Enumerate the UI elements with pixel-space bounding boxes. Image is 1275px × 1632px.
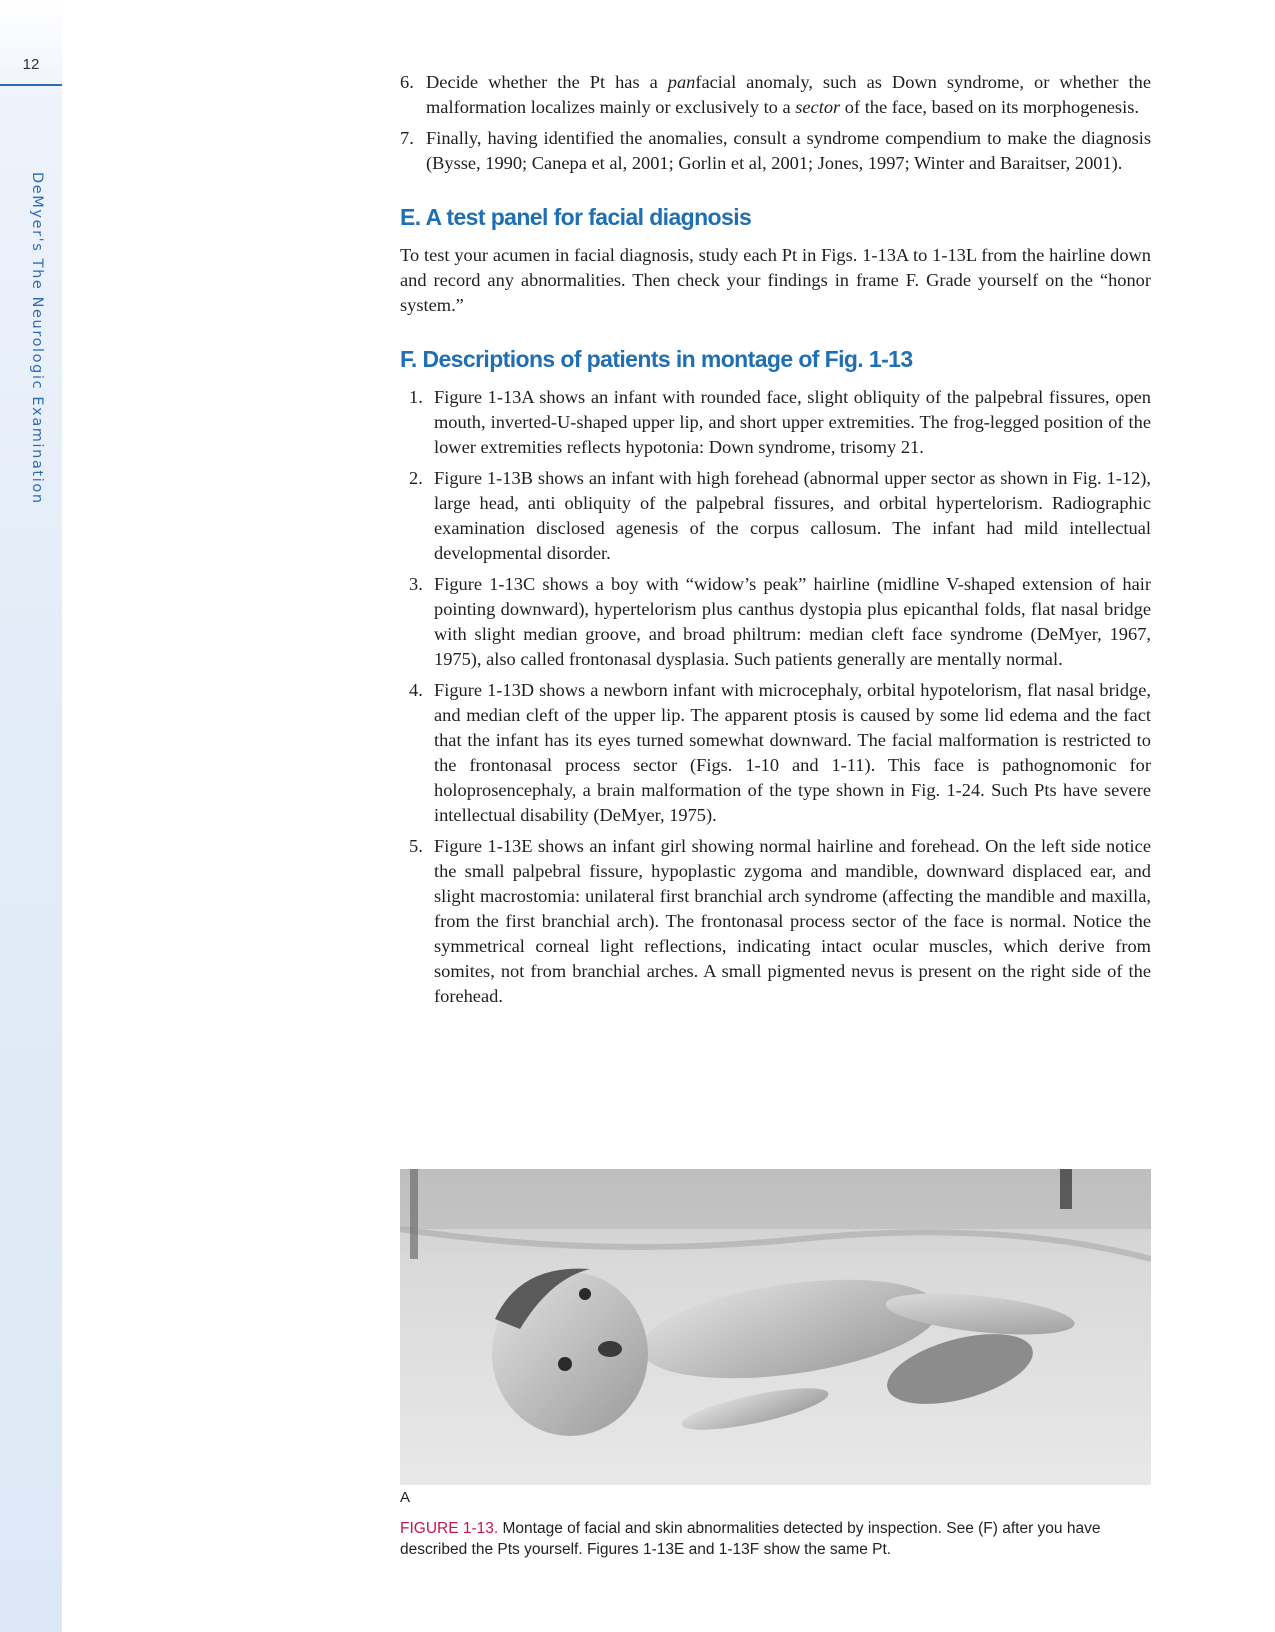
text-run: facial anomaly, such as Down syndrome, or whether the malformation localizes mainly or exclusively to a: [426, 72, 1152, 117]
list-item: [400, 126, 1151, 176]
figure-1-13: [400, 1169, 1151, 1560]
page-number: 12: [22, 56, 40, 73]
text-run: Decide whether the Pt has a: [426, 72, 668, 92]
main-content: [400, 70, 1151, 1015]
list-item-text: Figure 1-13B shows an infant with high forehead (abnormal upper sector as shown in Fig. 1-12), large head, anti obliquity of the palpebral fissures, and orbital hypertelorism. Radiographic examination disclosed agenesis of the corpus callosum. The infant had mild intellectual developmental disorder.: [434, 468, 1151, 563]
intro-list: [400, 70, 1151, 176]
section-e-body: To test your acumen in facial diagnosis, study each Pt in Figs. 1-13A to 1-13L from the hairline down and record any abnormalities. Then check your findings in frame F. Grade yourself on the “honor system.”: [400, 245, 1151, 315]
caption-label: FIGURE 1-13.: [400, 1520, 499, 1537]
emphasis-text: pan: [667, 72, 696, 92]
infant-photograph: [400, 1169, 1151, 1485]
running-title: DeMyer's The Neurologic Examination: [29, 172, 45, 505]
text-run: of the face, based on its morphogenesis.: [840, 97, 1139, 117]
list-item: [409, 466, 1151, 566]
list-item: [409, 572, 1151, 672]
list-item: [409, 385, 1151, 460]
list-item-number: 2.: [409, 468, 423, 488]
section-heading-e: E. A test panel for facial diagnosis: [400, 204, 752, 230]
list-item-number: 1.: [409, 387, 423, 407]
list-item: [400, 70, 1151, 120]
list-item-number: 5.: [409, 836, 423, 856]
list-item-text: Figure 1-13A shows an infant with rounded face, slight obliquity of the palpebral fissures, open mouth, inverted-U-shaped upper lip, and short upper extremities. The frog-legged position of the lower extremities reflects hypotonia: Down syndrome, trisomy 21.: [434, 387, 1151, 457]
page-number-rule: [0, 84, 62, 86]
panel-label: A: [400, 1489, 411, 1506]
list-item-number: 4.: [409, 680, 423, 700]
list-item: [409, 834, 1151, 1009]
emphasis-text: sector: [795, 97, 841, 117]
list-item-number: 3.: [409, 574, 423, 594]
list-item-text: Figure 1-13E shows an infant girl showing normal hairline and forehead. On the left side notice the small palpebral fissure, hypoplastic zygoma and mandible, downward displaced ear, and slight macrostomia: unilateral first branchial arch syndrome (affecting the mandible and maxilla, from the first branchial arch). The frontonasal process sector of the face is normal. Notice the symmetrical corneal light reflections, indicating intact ocular muscles, which derive from somites, not from branchial arches. A small pigmented nevus is present on the right side of the forehead.: [434, 836, 1151, 1006]
list-item-text: Figure 1-13D shows a newborn infant with microcephaly, orbital hypotelorism, flat nasal bridge, and median cleft of the upper lip. The apparent ptosis is caused by some lid edema and the fact that the infant has its eyes turned somewhat downward. The facial malformation is restricted to the frontonasal process sector (Figs. 1-10 and 1-11). This face is pathognomonic for holoprosencephaly, a brain malformation of the type shown in Fig. 1-24. Such Pts have severe intellectual disability (DeMyer, 1975).: [434, 680, 1151, 825]
list-item-number: 6.: [400, 72, 414, 92]
section-heading-f: F. Descriptions of patients in montage of Fig. 1-13: [400, 346, 913, 372]
list-item-text: Figure 1-13C shows a boy with “widow’s peak” hairline (midline V-shaped extension of hair pointing downward), hypertelorism plus canthus dystopia plus epicanthal folds, flat nasal bridge with slight median groove, and broad philtrum: median cleft face syndrome (DeMyer, 1967, 1975), also called frontonasal dysplasia. Such patients generally are mentally normal.: [434, 574, 1151, 669]
patient-descriptions-list: [400, 385, 1151, 1009]
figure-caption: [400, 1518, 1151, 1560]
list-item-text: Finally, having identified the anomalies, consult a syndrome compendium to make the diagnosis (Bysse, 1990; Canepa et al, 2001; Gorlin et al, 2001; Jones, 1997; Winter and Baraitser, 2001).: [426, 128, 1151, 173]
list-item: [409, 678, 1151, 828]
list-item-number: 7.: [400, 128, 414, 148]
caption-text: Montage of facial and skin abnormalities detected by inspection. See (F) after you have described the Pts yourself. Figures 1-13E and 1-13F show the same Pt.: [400, 1520, 1101, 1558]
